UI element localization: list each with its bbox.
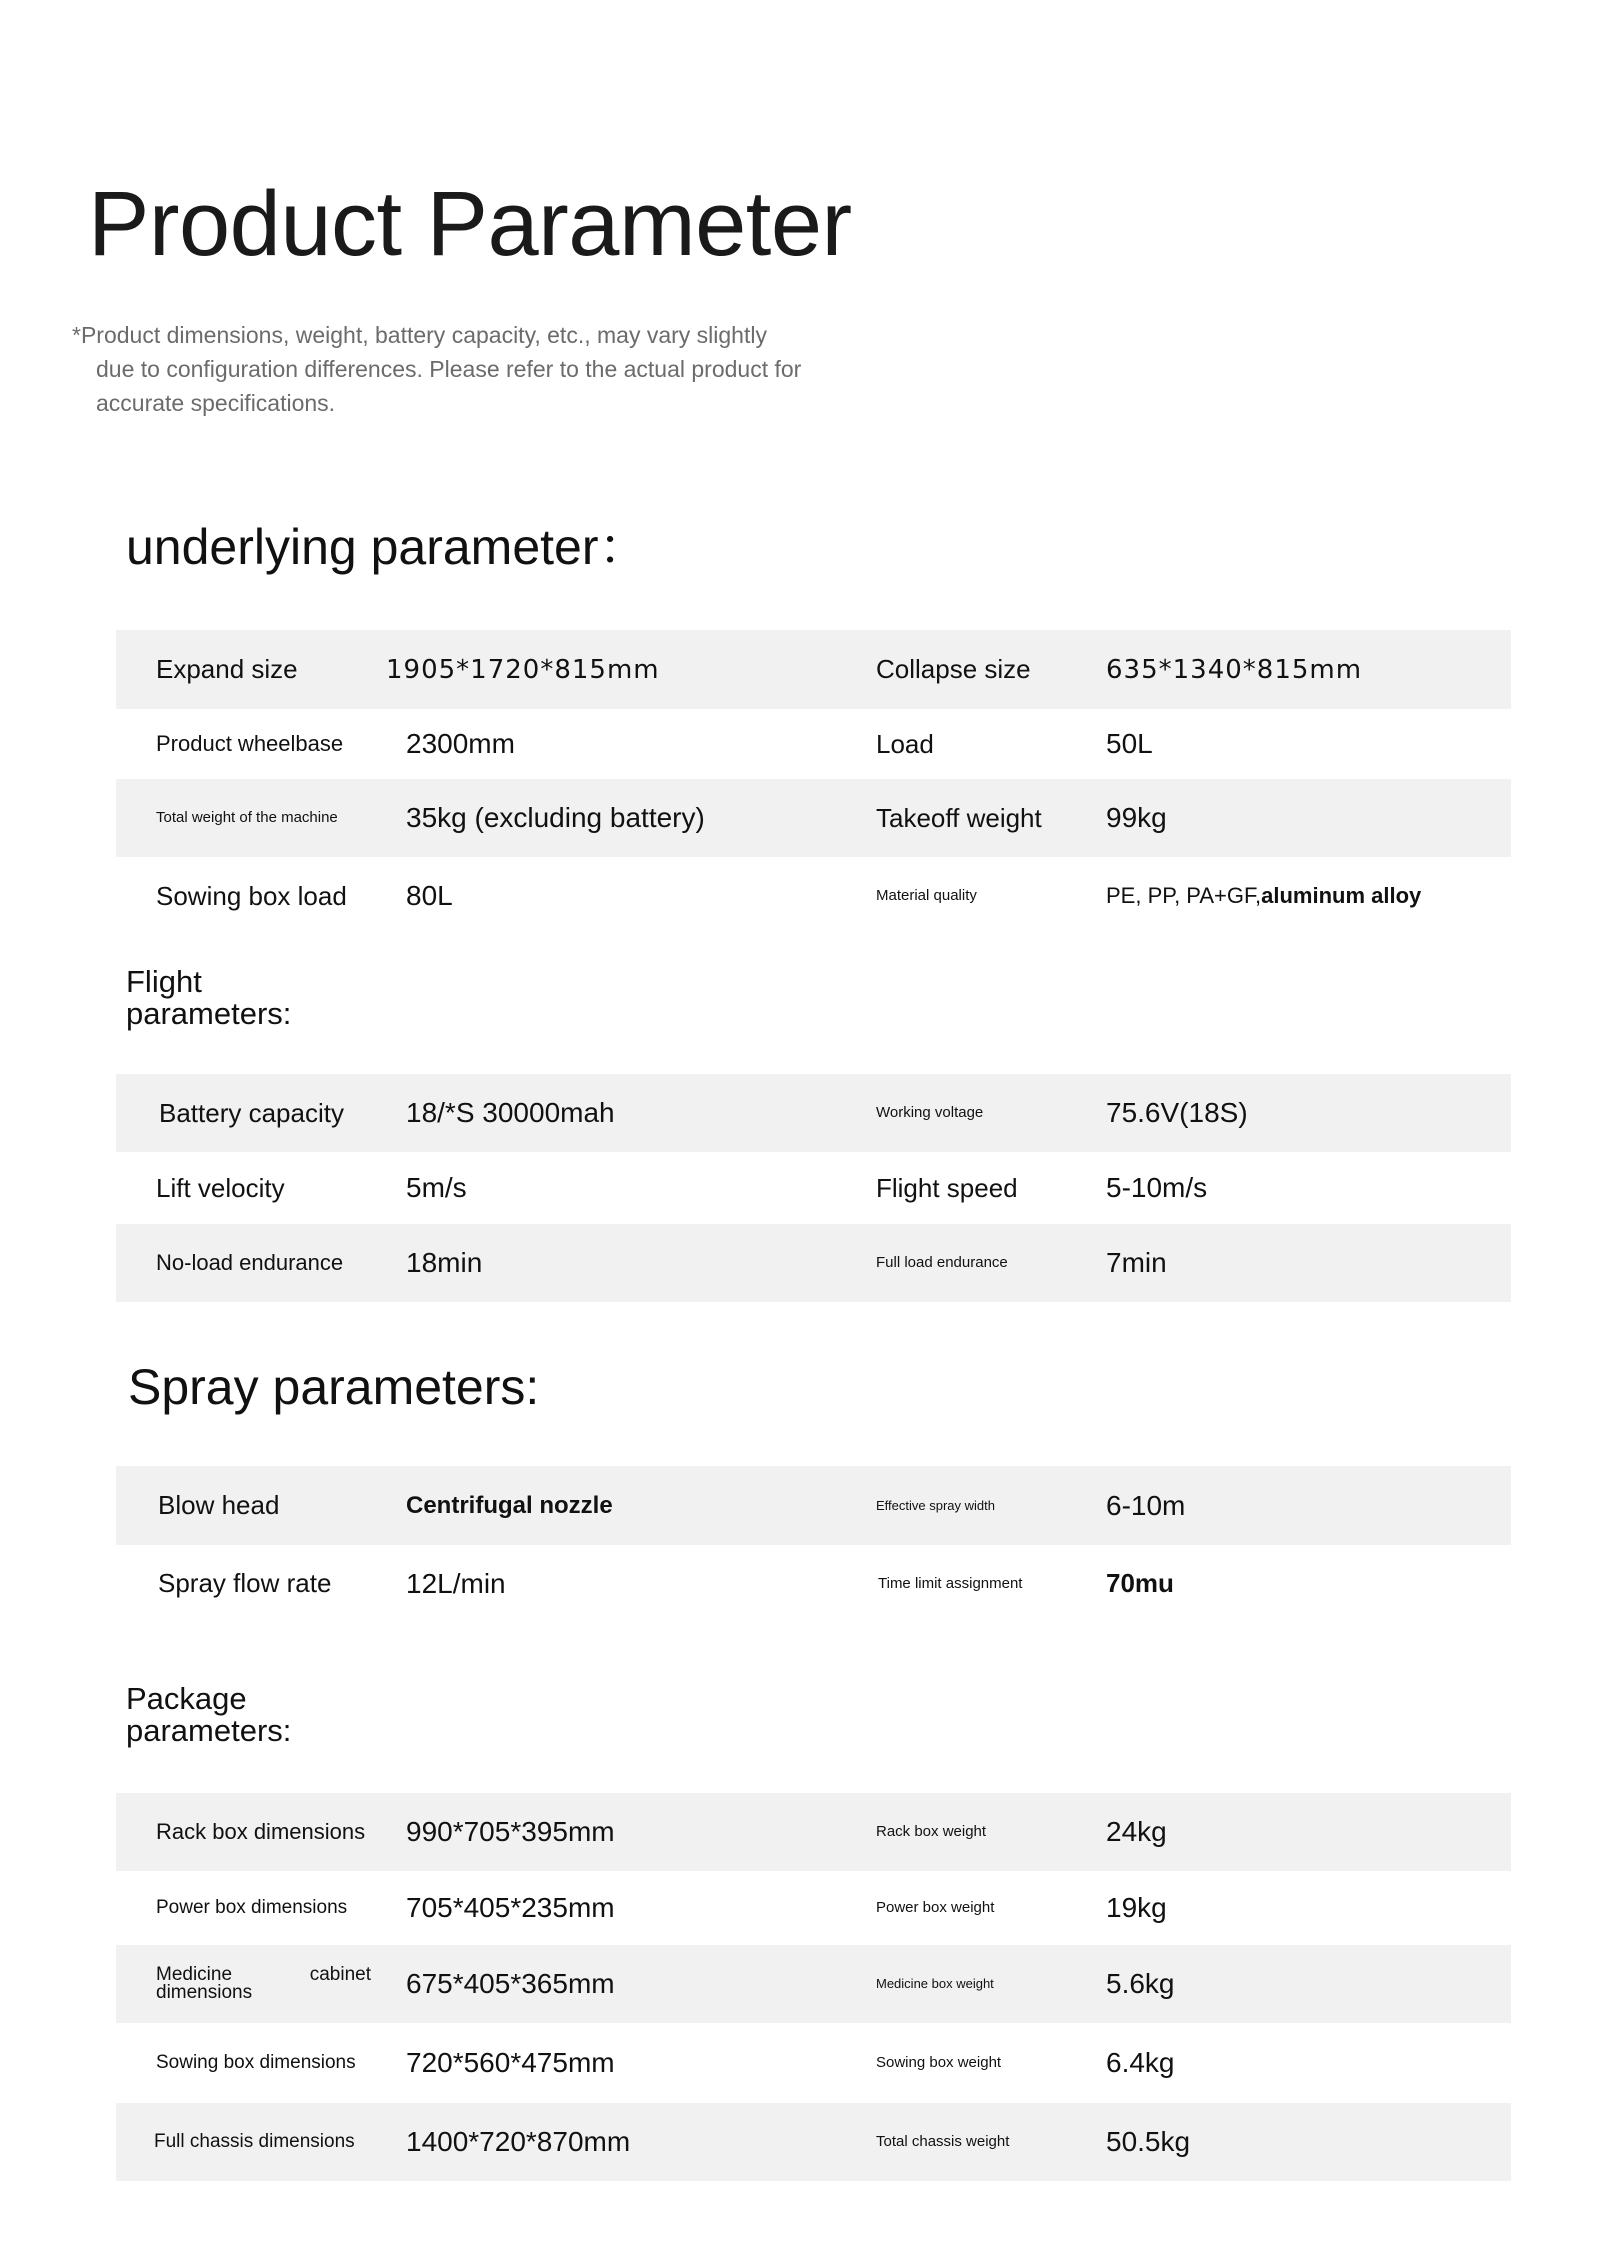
param-label: No-load endurance	[156, 1250, 344, 1275]
param-label: Power box weight	[876, 1899, 995, 1916]
param-value: 70mu	[1106, 1568, 1174, 1598]
param-value: 635*1340*815mm	[1106, 654, 1363, 685]
param-label: Time limit assignment	[878, 1574, 1023, 1592]
param-label: Total chassis weight	[876, 2133, 1010, 2150]
param-value: 5.6kg	[1106, 1968, 1175, 1999]
table-row	[116, 1466, 1511, 1545]
param-value: 18min	[406, 1247, 483, 1278]
table-row	[116, 1074, 1511, 1152]
table-row	[116, 1152, 1511, 1224]
page-title: Product Parameter	[88, 173, 852, 275]
param-label: Working voltage	[876, 1104, 984, 1121]
param-value: 5-10m/s	[1106, 1172, 1208, 1203]
table-row	[116, 1545, 1511, 1622]
param-label: Rack box weight	[876, 1823, 987, 1840]
param-value: 35kg (excluding battery)	[406, 802, 705, 833]
param-value: 1400*720*870mm	[406, 2126, 631, 2157]
param-label: Full load endurance	[876, 1254, 1008, 1271]
package-parameter-table	[116, 1793, 1511, 2181]
section-heading-spray: Spray parameters:	[128, 1359, 540, 1415]
disclaimer-line: accurate specifications.	[96, 390, 336, 416]
param-value: 6-10m	[1106, 1489, 1186, 1521]
param-value: Centrifugal nozzle	[406, 1491, 613, 1519]
param-value: 75.6V(18S)	[1106, 1097, 1248, 1128]
param-value: 12L/min	[406, 1567, 506, 1599]
param-value: 19kg	[1106, 1892, 1167, 1923]
param-label: Effective spray width	[876, 1497, 995, 1513]
spray-parameter-table	[116, 1466, 1511, 1622]
param-label: Flight speed	[876, 1172, 1018, 1203]
section-heading-underlying: underlying parameter：	[126, 519, 649, 575]
table-row	[116, 2103, 1511, 2181]
param-label: Takeoff weight	[876, 802, 1042, 833]
param-label: Spray flow rate	[158, 1568, 332, 1598]
param-label: Full chassis dimensions	[154, 2131, 355, 2152]
param-label: Sowing box dimensions	[156, 2052, 356, 2073]
disclaimer-line: *Product dimensions, weight, battery capacity, etc., may vary slightly	[72, 322, 767, 348]
param-label: Product wheelbase	[156, 731, 344, 756]
param-label: Battery capacity	[159, 1097, 344, 1128]
flight-parameter-table	[116, 1074, 1511, 1302]
param-label: Expand size	[156, 654, 298, 684]
param-value: 1905*1720*815mm	[386, 654, 660, 685]
param-value: PE, PP, PA+GF,aluminum alloy	[1106, 883, 1422, 908]
param-label: Collapse size	[876, 654, 1031, 684]
table-row	[116, 1224, 1511, 1302]
table-row	[116, 1871, 1511, 1945]
table-row	[116, 779, 1511, 857]
param-value: 6.4kg	[1106, 2047, 1175, 2078]
param-label: Sowing box weight	[876, 2054, 1002, 2071]
disclaimer-note	[72, 318, 824, 420]
section-heading-flight: Flight parameters:	[126, 964, 292, 1031]
param-value: 705*405*235mm	[406, 1892, 615, 1923]
table-row	[116, 709, 1511, 779]
param-label: Sowing box load	[156, 880, 347, 911]
param-value: 99kg	[1106, 802, 1167, 833]
disclaimer-line: due to configuration differences. Please refer to the actual product for	[96, 356, 802, 382]
param-value: 24kg	[1106, 1816, 1167, 1847]
param-label: Blow head	[158, 1490, 280, 1520]
param-label: Rack box dimensions	[156, 1819, 366, 1844]
param-value: 720*560*475mm	[406, 2047, 615, 2078]
table-row	[116, 2023, 1511, 2103]
table-row	[116, 1945, 1511, 2023]
table-row	[116, 1793, 1511, 1871]
table-row	[116, 857, 1511, 935]
param-label: Medicine box weight	[876, 1976, 994, 1991]
param-value: 50.5kg	[1106, 2126, 1191, 2157]
param-label: Power box dimensions	[156, 1897, 348, 1918]
param-value: 5m/s	[406, 1172, 467, 1203]
param-label: Medicine cabinet dimensions	[156, 1964, 371, 2003]
param-value: 18/*S 30000mah	[406, 1097, 615, 1128]
param-value: 675*405*365mm	[406, 1968, 615, 1999]
param-label: Total weight of the machine	[156, 809, 338, 826]
param-value: 50L	[1106, 728, 1153, 759]
table-row	[116, 630, 1511, 709]
param-value: 990*705*395mm	[406, 1816, 615, 1847]
param-label: Material quality	[876, 887, 977, 904]
param-label: Load	[876, 728, 934, 759]
param-value: 80L	[406, 880, 453, 911]
underlying-parameter-table	[116, 630, 1511, 935]
param-value: 2300mm	[406, 728, 515, 759]
param-value: 7min	[1106, 1247, 1167, 1278]
section-heading-package: Package parameters:	[126, 1681, 292, 1748]
param-label: Lift velocity	[156, 1172, 285, 1203]
